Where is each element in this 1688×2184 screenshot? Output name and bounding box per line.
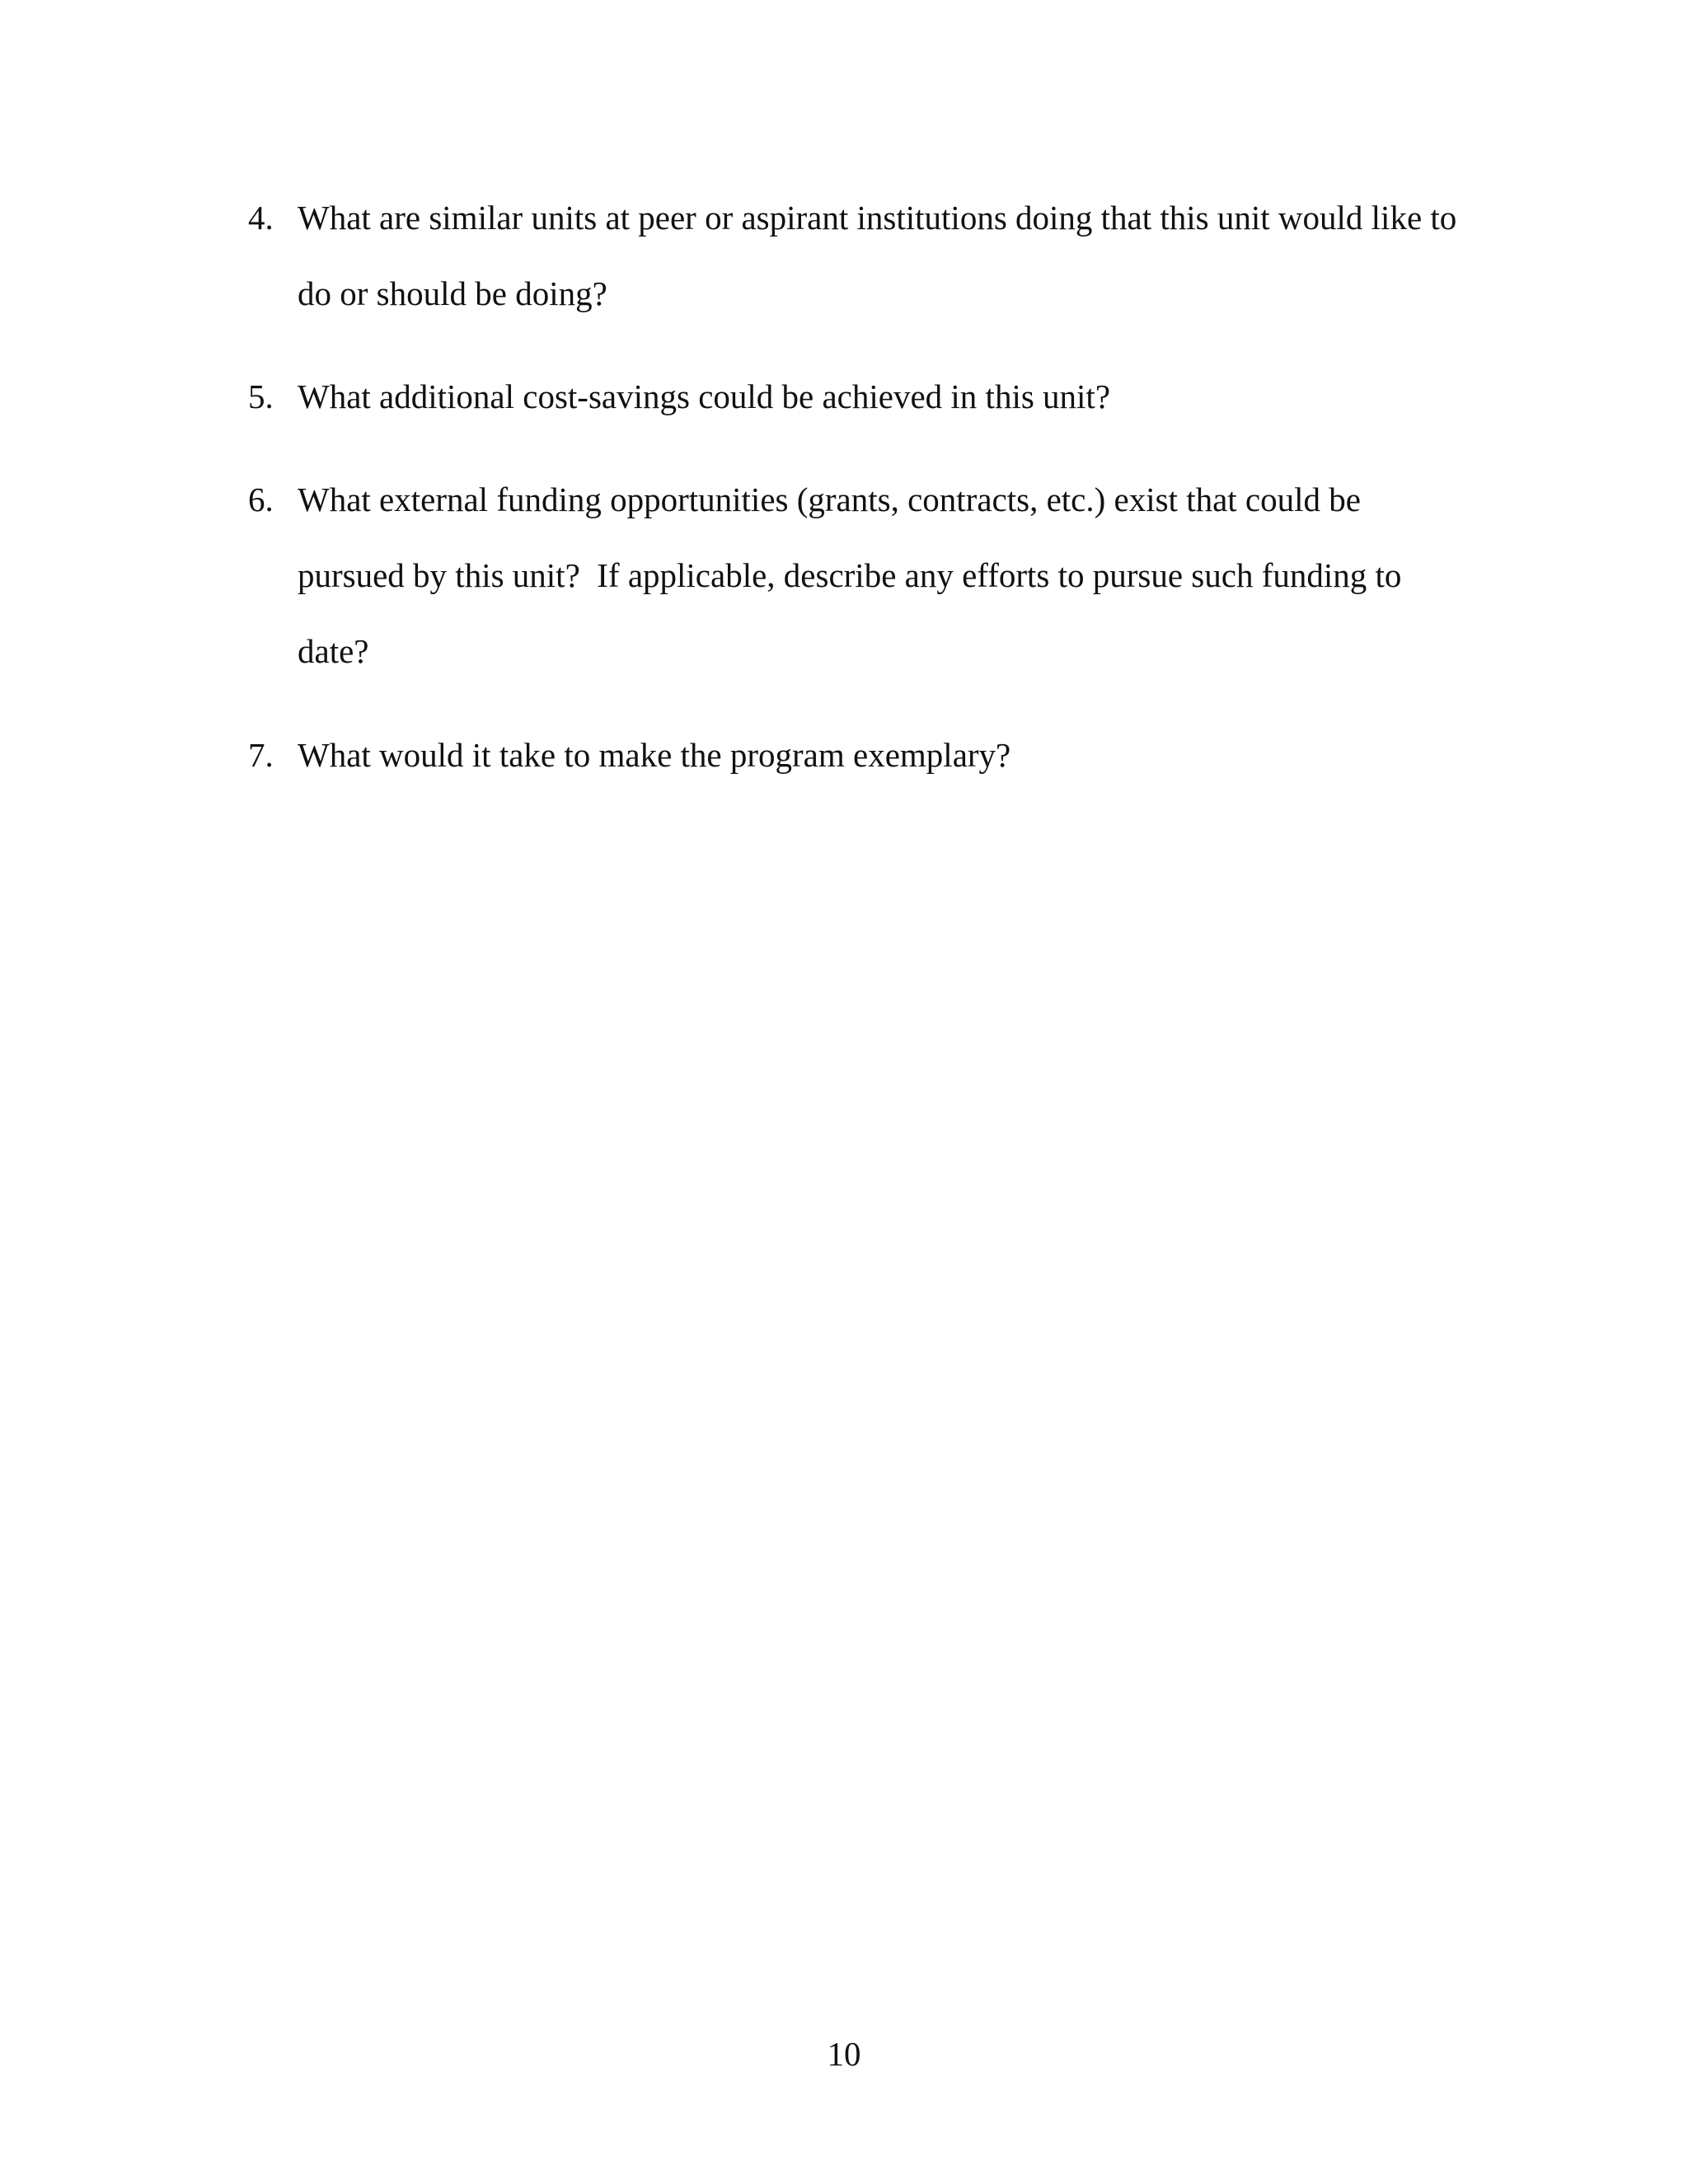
question-text-line: do or should be doing?: [298, 274, 607, 312]
question-text-line: What additional cost-savings could be achieved in this unit?: [298, 377, 1111, 415]
question-text: [298, 359, 1451, 434]
question-text-line: What are similar units at peer or aspirant institutions doing that this unit would like to: [298, 199, 1457, 237]
question-text-line: What would it take to make the program exemplary?: [298, 736, 1011, 774]
question-text-line: pursued by this unit? If applicable, describe any efforts to pursue such funding to: [298, 556, 1402, 594]
question-text-line: date?: [298, 632, 369, 670]
question-text: [298, 717, 1451, 793]
question-number: 4.: [248, 199, 274, 237]
page-number: 10: [827, 2035, 861, 2073]
question-number: 7.: [248, 736, 274, 774]
question-list: [0, 0, 1688, 824]
question-number: 5.: [248, 377, 274, 415]
question-number: 6.: [248, 480, 274, 518]
question-text-line: What external funding opportunities (grants, contracts, etc.) exist that could be: [298, 480, 1361, 518]
question-text: [298, 462, 1451, 689]
question-text: [298, 180, 1457, 331]
